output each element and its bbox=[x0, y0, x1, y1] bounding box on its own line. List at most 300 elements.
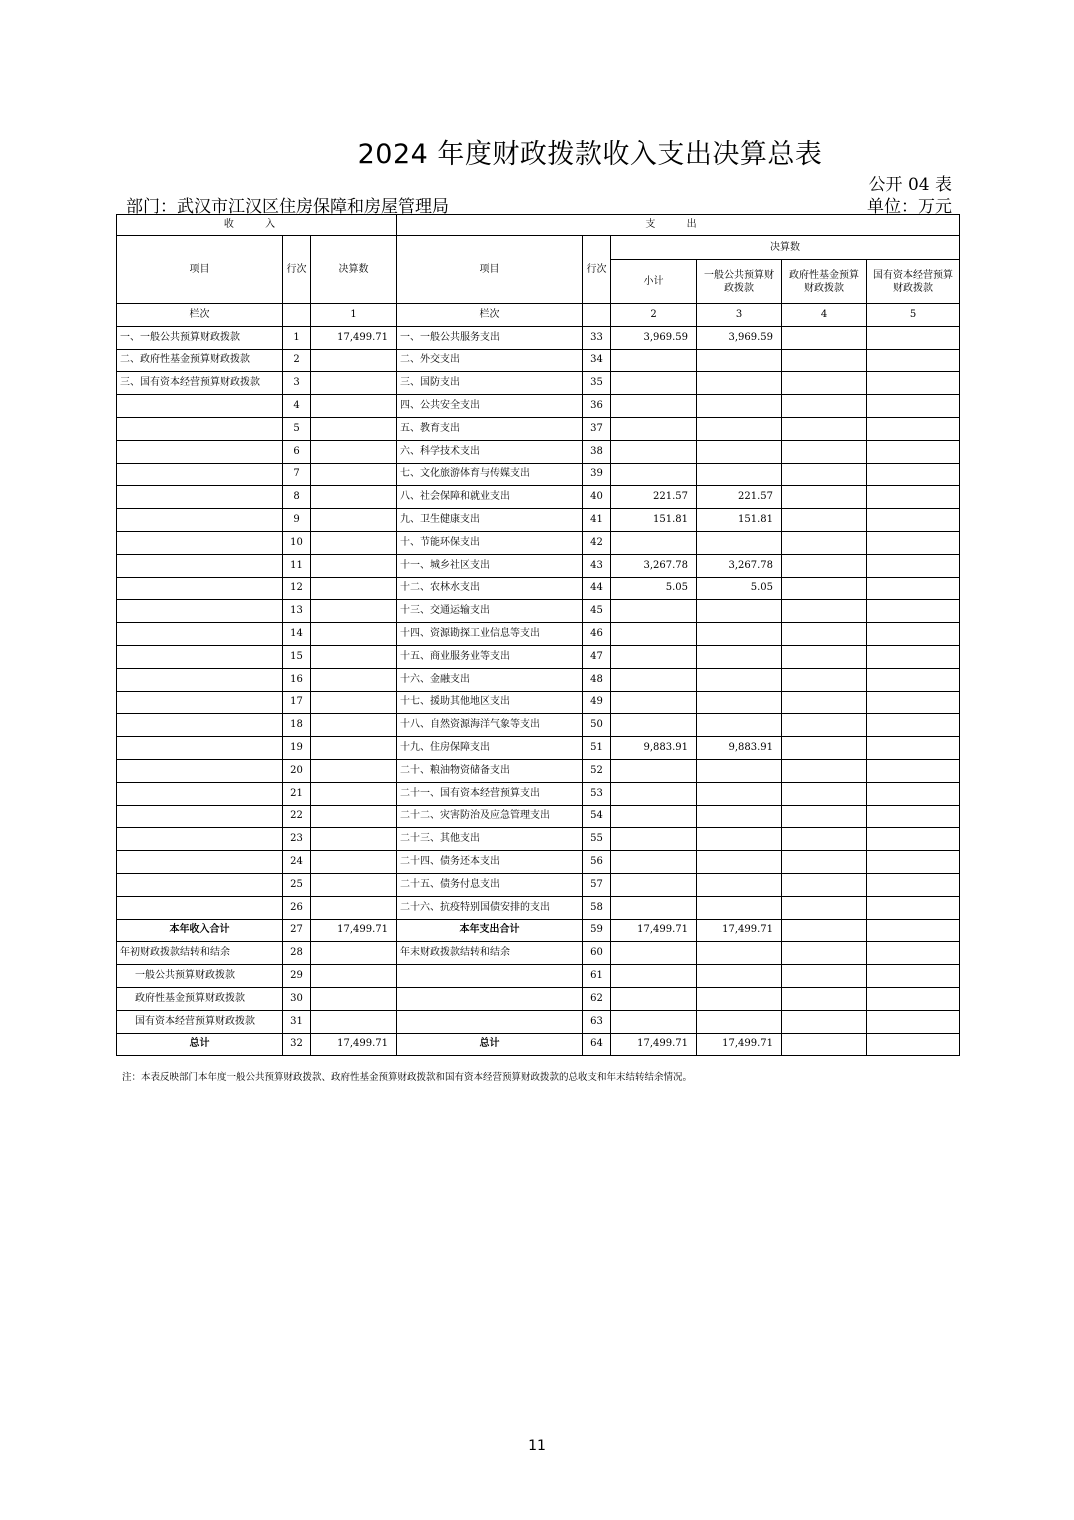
subtotal-cell: 151.81 bbox=[611, 509, 697, 532]
gov-fund-cell bbox=[782, 714, 867, 737]
general-budget-cell bbox=[697, 395, 782, 418]
expense-item-cell: 二十六、抗疫特别国债安排的支出 bbox=[397, 896, 583, 919]
income-row-no-cell: 11 bbox=[283, 554, 311, 577]
income-row-no-cell: 30 bbox=[283, 987, 311, 1010]
expense-item-cell bbox=[397, 965, 583, 988]
expense-row-no-cell: 53 bbox=[583, 782, 611, 805]
general-budget-cell bbox=[697, 691, 782, 714]
column-no-5: 5 bbox=[867, 304, 960, 327]
income-row-no-cell: 18 bbox=[283, 714, 311, 737]
table-row bbox=[117, 828, 960, 851]
income-item-cell bbox=[117, 395, 283, 418]
income-item-cell: 国有资本经营预算财政拨款 bbox=[117, 1010, 283, 1033]
income-amount-cell bbox=[311, 1010, 397, 1033]
income-header: 收 入 bbox=[117, 215, 397, 236]
income-item-cell: 一般公共预算财政拨款 bbox=[117, 965, 283, 988]
expense-item-cell: 二十三、其他支出 bbox=[397, 828, 583, 851]
income-item-cell bbox=[117, 623, 283, 646]
income-item-cell: 二、政府性基金预算财政拨款 bbox=[117, 349, 283, 372]
income-amount-cell bbox=[311, 828, 397, 851]
income-item-cell bbox=[117, 759, 283, 782]
expense-item-cell bbox=[397, 987, 583, 1010]
subtotal-cell bbox=[611, 531, 697, 554]
form-number: 公开 04 表 bbox=[868, 175, 952, 195]
column-no-blank bbox=[583, 304, 611, 327]
subtotal-cell: 17,499.71 bbox=[611, 1033, 697, 1056]
income-item-cell bbox=[117, 600, 283, 623]
general-budget-cell bbox=[697, 440, 782, 463]
expense-row-no-cell: 61 bbox=[583, 965, 611, 988]
state-capital-cell bbox=[867, 668, 960, 691]
income-amount-cell bbox=[311, 486, 397, 509]
income-amount-cell bbox=[311, 623, 397, 646]
expense-item-cell: 一、一般公共服务支出 bbox=[397, 326, 583, 349]
income-amount-cell bbox=[311, 509, 397, 532]
state-capital-cell bbox=[867, 987, 960, 1010]
income-item-cell bbox=[117, 463, 283, 486]
column-no-1: 1 bbox=[311, 304, 397, 327]
subtotal-cell bbox=[611, 417, 697, 440]
gov-fund-cell bbox=[782, 440, 867, 463]
gov-fund-cell bbox=[782, 531, 867, 554]
expense-item-cell: 十、节能环保支出 bbox=[397, 531, 583, 554]
gov-fund-cell bbox=[782, 737, 867, 760]
income-row-no-cell: 4 bbox=[283, 395, 311, 418]
income-row-no-cell: 9 bbox=[283, 509, 311, 532]
expense-item-cell: 九、卫生健康支出 bbox=[397, 509, 583, 532]
income-item-cell bbox=[117, 828, 283, 851]
expense-item-header: 项目 bbox=[397, 236, 583, 304]
general-budget-cell bbox=[697, 623, 782, 646]
gov-fund-cell bbox=[782, 873, 867, 896]
gov-fund-cell bbox=[782, 896, 867, 919]
state-capital-cell bbox=[867, 691, 960, 714]
subtotal-cell bbox=[611, 668, 697, 691]
income-amount-cell bbox=[311, 349, 397, 372]
gov-fund-cell bbox=[782, 828, 867, 851]
income-item-cell bbox=[117, 691, 283, 714]
state-capital-cell bbox=[867, 417, 960, 440]
income-row-no-cell: 25 bbox=[283, 873, 311, 896]
expense-row-no-cell: 39 bbox=[583, 463, 611, 486]
income-amount-cell bbox=[311, 395, 397, 418]
income-row-no-cell: 8 bbox=[283, 486, 311, 509]
income-row-no-cell: 20 bbox=[283, 759, 311, 782]
general-budget-cell bbox=[697, 805, 782, 828]
column-no-4: 4 bbox=[782, 304, 867, 327]
expense-row-no-cell: 64 bbox=[583, 1033, 611, 1056]
subtotal-cell: 5.05 bbox=[611, 577, 697, 600]
general-budget-cell bbox=[697, 987, 782, 1010]
general-budget-cell bbox=[697, 896, 782, 919]
state-capital-cell bbox=[867, 600, 960, 623]
income-amount-cell: 17,499.71 bbox=[311, 919, 397, 942]
expense-row-no-cell: 57 bbox=[583, 873, 611, 896]
unit-label: 单位：万元 bbox=[867, 197, 952, 217]
subtotal-cell: 221.57 bbox=[611, 486, 697, 509]
income-item-cell: 总计 bbox=[117, 1033, 283, 1056]
income-item-cell bbox=[117, 577, 283, 600]
expense-item-cell: 二十二、灾害防治及应急管理支出 bbox=[397, 805, 583, 828]
expense-item-cell: 二、外交支出 bbox=[397, 349, 583, 372]
table-row bbox=[117, 372, 960, 395]
income-amount-cell bbox=[311, 668, 397, 691]
subtotal-cell bbox=[611, 873, 697, 896]
general-budget-cell bbox=[697, 600, 782, 623]
income-row-no-cell: 5 bbox=[283, 417, 311, 440]
state-capital-cell bbox=[867, 1010, 960, 1033]
income-amount-cell bbox=[311, 577, 397, 600]
expense-row-no-cell: 45 bbox=[583, 600, 611, 623]
general-budget-cell bbox=[697, 759, 782, 782]
state-capital-cell bbox=[867, 486, 960, 509]
state-capital-cell bbox=[867, 509, 960, 532]
income-amount-cell bbox=[311, 737, 397, 760]
expense-row-no-cell: 62 bbox=[583, 987, 611, 1010]
income-amount-cell bbox=[311, 873, 397, 896]
gov-fund-cell bbox=[782, 759, 867, 782]
expense-row-no-cell: 49 bbox=[583, 691, 611, 714]
state-capital-cell bbox=[867, 851, 960, 874]
subtotal-cell: 3,267.78 bbox=[611, 554, 697, 577]
income-item-cell bbox=[117, 714, 283, 737]
state-capital-cell bbox=[867, 531, 960, 554]
gov-fund-cell bbox=[782, 417, 867, 440]
expense-row-no-cell: 36 bbox=[583, 395, 611, 418]
expense-row-no-cell: 58 bbox=[583, 896, 611, 919]
table-row bbox=[117, 668, 960, 691]
table-row bbox=[117, 531, 960, 554]
subtotal-cell bbox=[611, 828, 697, 851]
income-item-cell: 年初财政拨款结转和结余 bbox=[117, 942, 283, 965]
general-budget-cell bbox=[697, 828, 782, 851]
subtotal-cell bbox=[611, 440, 697, 463]
general-budget-cell: 221.57 bbox=[697, 486, 782, 509]
gov-fund-cell bbox=[782, 668, 867, 691]
state-capital-cell bbox=[867, 805, 960, 828]
header-row-sections bbox=[117, 215, 960, 236]
income-row-no-cell: 29 bbox=[283, 965, 311, 988]
state-capital-cell bbox=[867, 714, 960, 737]
income-row-no-header: 行次 bbox=[283, 236, 311, 304]
state-capital-cell bbox=[867, 828, 960, 851]
table-row bbox=[117, 919, 960, 942]
income-row-no-cell: 24 bbox=[283, 851, 311, 874]
income-item-cell bbox=[117, 486, 283, 509]
subtotal-cell: 3,969.59 bbox=[611, 326, 697, 349]
subtotal-cell bbox=[611, 714, 697, 737]
expense-item-cell: 十六、金融支出 bbox=[397, 668, 583, 691]
subtotal-header: 小计 bbox=[611, 260, 697, 304]
income-row-no-cell: 23 bbox=[283, 828, 311, 851]
income-row-no-cell: 26 bbox=[283, 896, 311, 919]
expense-row-no-cell: 41 bbox=[583, 509, 611, 532]
expense-item-cell: 二十四、债务还本支出 bbox=[397, 851, 583, 874]
gov-fund-cell bbox=[782, 349, 867, 372]
gov-fund-cell bbox=[782, 942, 867, 965]
table-row bbox=[117, 851, 960, 874]
state-capital-cell bbox=[867, 1033, 960, 1056]
expense-row-no-cell: 40 bbox=[583, 486, 611, 509]
general-budget-header: 一般公共预算财政拨款 bbox=[697, 260, 782, 304]
expense-row-no-cell: 52 bbox=[583, 759, 611, 782]
gov-fund-cell bbox=[782, 554, 867, 577]
income-row-no-cell: 12 bbox=[283, 577, 311, 600]
income-row-no-cell: 28 bbox=[283, 942, 311, 965]
income-row-no-cell: 16 bbox=[283, 668, 311, 691]
income-amount-cell bbox=[311, 600, 397, 623]
income-row-no-cell: 31 bbox=[283, 1010, 311, 1033]
gov-fund-cell bbox=[782, 782, 867, 805]
gov-fund-cell bbox=[782, 851, 867, 874]
table-row bbox=[117, 417, 960, 440]
expense-row-no-cell: 43 bbox=[583, 554, 611, 577]
expense-item-cell: 十二、农林水支出 bbox=[397, 577, 583, 600]
general-budget-cell bbox=[697, 372, 782, 395]
income-amount-cell bbox=[311, 440, 397, 463]
table-row bbox=[117, 349, 960, 372]
income-amount-cell: 17,499.71 bbox=[311, 1033, 397, 1056]
income-row-no-cell: 10 bbox=[283, 531, 311, 554]
state-capital-cell bbox=[867, 463, 960, 486]
income-item-cell bbox=[117, 440, 283, 463]
table-row bbox=[117, 873, 960, 896]
income-amount-cell bbox=[311, 463, 397, 486]
income-row-no-cell: 6 bbox=[283, 440, 311, 463]
expense-item-cell: 十五、商业服务业等支出 bbox=[397, 645, 583, 668]
table-row bbox=[117, 600, 960, 623]
state-capital-cell bbox=[867, 759, 960, 782]
expense-item-cell: 四、公共安全支出 bbox=[397, 395, 583, 418]
subtotal-cell: 9,883.91 bbox=[611, 737, 697, 760]
department-label: 部门：武汉市江汉区住房保障和房屋管理局 bbox=[126, 197, 449, 217]
state-capital-cell bbox=[867, 395, 960, 418]
income-amount-cell bbox=[311, 805, 397, 828]
gov-fund-cell bbox=[782, 987, 867, 1010]
subtotal-cell bbox=[611, 759, 697, 782]
state-capital-cell bbox=[867, 623, 960, 646]
income-amount-cell bbox=[311, 782, 397, 805]
final-amount-header: 决算数 bbox=[611, 236, 960, 260]
table-row bbox=[117, 577, 960, 600]
expense-row-no-cell: 54 bbox=[583, 805, 611, 828]
general-budget-cell: 5.05 bbox=[697, 577, 782, 600]
expense-row-no-cell: 44 bbox=[583, 577, 611, 600]
subtotal-cell bbox=[611, 851, 697, 874]
expense-row-no-cell: 47 bbox=[583, 645, 611, 668]
expense-row-no-cell: 46 bbox=[583, 623, 611, 646]
income-amount-cell bbox=[311, 987, 397, 1010]
gov-fund-cell bbox=[782, 965, 867, 988]
table-row bbox=[117, 691, 960, 714]
page-title: 2024 年度财政拨款收入支出决算总表 bbox=[357, 139, 823, 170]
gov-fund-cell bbox=[782, 805, 867, 828]
income-amount-cell bbox=[311, 531, 397, 554]
state-capital-cell bbox=[867, 965, 960, 988]
income-item-header: 项目 bbox=[117, 236, 283, 304]
general-budget-cell bbox=[697, 349, 782, 372]
expense-header: 支 出 bbox=[397, 215, 960, 236]
state-capital-cell bbox=[867, 873, 960, 896]
expense-row-no-cell: 37 bbox=[583, 417, 611, 440]
gov-fund-cell bbox=[782, 1033, 867, 1056]
table-row bbox=[117, 759, 960, 782]
state-capital-cell bbox=[867, 942, 960, 965]
subtotal-cell bbox=[611, 1010, 697, 1033]
income-amount-cell bbox=[311, 965, 397, 988]
table-row bbox=[117, 326, 960, 349]
general-budget-cell bbox=[697, 1010, 782, 1033]
income-amount-cell bbox=[311, 759, 397, 782]
income-row-no-cell: 14 bbox=[283, 623, 311, 646]
income-item-cell bbox=[117, 896, 283, 919]
subtotal-cell bbox=[611, 691, 697, 714]
income-row-no-cell: 17 bbox=[283, 691, 311, 714]
general-budget-cell bbox=[697, 965, 782, 988]
subtotal-cell bbox=[611, 987, 697, 1010]
expense-row-no-cell: 38 bbox=[583, 440, 611, 463]
table-row bbox=[117, 463, 960, 486]
gov-fund-cell bbox=[782, 486, 867, 509]
state-capital-header: 国有资本经营预算财政拨款 bbox=[867, 260, 960, 304]
expense-item-cell: 六、科学技术支出 bbox=[397, 440, 583, 463]
general-budget-cell: 3,267.78 bbox=[697, 554, 782, 577]
general-budget-cell bbox=[697, 463, 782, 486]
state-capital-cell bbox=[867, 349, 960, 372]
income-item-cell: 三、国有资本经营预算财政拨款 bbox=[117, 372, 283, 395]
income-row-no-cell: 15 bbox=[283, 645, 311, 668]
column-no-label: 栏次 bbox=[117, 304, 283, 327]
income-amount-cell bbox=[311, 714, 397, 737]
general-budget-cell: 151.81 bbox=[697, 509, 782, 532]
income-item-cell bbox=[117, 851, 283, 874]
subtotal-cell bbox=[611, 463, 697, 486]
expense-row-no-cell: 60 bbox=[583, 942, 611, 965]
table-row bbox=[117, 714, 960, 737]
expense-item-cell: 十三、交通运输支出 bbox=[397, 600, 583, 623]
income-item-cell bbox=[117, 554, 283, 577]
income-amount-cell bbox=[311, 896, 397, 919]
income-amount-cell bbox=[311, 417, 397, 440]
subtotal-cell bbox=[611, 600, 697, 623]
table-row bbox=[117, 395, 960, 418]
subtotal-cell bbox=[611, 372, 697, 395]
income-row-no-cell: 13 bbox=[283, 600, 311, 623]
general-budget-cell bbox=[697, 851, 782, 874]
expense-row-no-cell: 48 bbox=[583, 668, 611, 691]
state-capital-cell bbox=[867, 737, 960, 760]
table-row bbox=[117, 554, 960, 577]
state-capital-cell bbox=[867, 326, 960, 349]
gov-fund-cell bbox=[782, 691, 867, 714]
income-item-cell: 本年收入合计 bbox=[117, 919, 283, 942]
general-budget-cell bbox=[697, 417, 782, 440]
expense-row-no-cell: 50 bbox=[583, 714, 611, 737]
gov-fund-cell bbox=[782, 372, 867, 395]
expense-row-no-header: 行次 bbox=[583, 236, 611, 304]
gov-fund-header: 政府性基金预算财政拨款 bbox=[782, 260, 867, 304]
general-budget-cell bbox=[697, 645, 782, 668]
income-row-no-cell: 2 bbox=[283, 349, 311, 372]
income-amount-cell: 17,499.71 bbox=[311, 326, 397, 349]
general-budget-cell bbox=[697, 873, 782, 896]
expense-item-cell: 八、社会保障和就业支出 bbox=[397, 486, 583, 509]
state-capital-cell bbox=[867, 919, 960, 942]
subtotal-cell bbox=[611, 805, 697, 828]
income-row-no-cell: 19 bbox=[283, 737, 311, 760]
income-item-cell bbox=[117, 531, 283, 554]
expense-item-cell: 十一、城乡社区支出 bbox=[397, 554, 583, 577]
gov-fund-cell bbox=[782, 395, 867, 418]
income-row-no-cell: 22 bbox=[283, 805, 311, 828]
table-row bbox=[117, 896, 960, 919]
expense-item-cell: 三、国防支出 bbox=[397, 372, 583, 395]
state-capital-cell bbox=[867, 645, 960, 668]
table-row bbox=[117, 782, 960, 805]
gov-fund-cell bbox=[782, 326, 867, 349]
gov-fund-cell bbox=[782, 645, 867, 668]
subtotal-cell bbox=[611, 395, 697, 418]
income-row-no-cell: 32 bbox=[283, 1033, 311, 1056]
subtotal-cell bbox=[611, 349, 697, 372]
column-no-blank bbox=[283, 304, 311, 327]
expense-item-cell: 十七、援助其他地区支出 bbox=[397, 691, 583, 714]
expense-row-no-cell: 35 bbox=[583, 372, 611, 395]
income-item-cell bbox=[117, 805, 283, 828]
expense-item-cell: 总计 bbox=[397, 1033, 583, 1056]
income-item-cell: 政府性基金预算财政拨款 bbox=[117, 987, 283, 1010]
expense-row-no-cell: 63 bbox=[583, 1010, 611, 1033]
state-capital-cell bbox=[867, 782, 960, 805]
income-item-cell bbox=[117, 417, 283, 440]
income-row-no-cell: 27 bbox=[283, 919, 311, 942]
subtotal-cell bbox=[611, 782, 697, 805]
state-capital-cell bbox=[867, 372, 960, 395]
income-item-cell bbox=[117, 873, 283, 896]
expense-row-no-cell: 51 bbox=[583, 737, 611, 760]
general-budget-cell bbox=[697, 782, 782, 805]
table-row bbox=[117, 623, 960, 646]
general-budget-cell bbox=[697, 668, 782, 691]
income-item-cell bbox=[117, 782, 283, 805]
expense-row-no-cell: 55 bbox=[583, 828, 611, 851]
general-budget-cell: 3,969.59 bbox=[697, 326, 782, 349]
page-number: 11 bbox=[528, 1438, 546, 1454]
table-row bbox=[117, 486, 960, 509]
income-amount-cell bbox=[311, 372, 397, 395]
income-amount-cell bbox=[311, 554, 397, 577]
gov-fund-cell bbox=[782, 600, 867, 623]
expense-item-cell: 十八、自然资源海洋气象等支出 bbox=[397, 714, 583, 737]
footnote: 注：本表反映部门本年度一般公共预算财政拨款、政府性基金预算财政拨款和国有资本经营预算财政拨款的总收支和年末结转结余情况。 bbox=[122, 1072, 693, 1083]
expense-item-cell: 十四、资源勘探工业信息等支出 bbox=[397, 623, 583, 646]
subtotal-cell bbox=[611, 896, 697, 919]
gov-fund-cell bbox=[782, 1010, 867, 1033]
subtotal-cell bbox=[611, 965, 697, 988]
income-item-cell: 一、一般公共预算财政拨款 bbox=[117, 326, 283, 349]
table-row bbox=[117, 987, 960, 1010]
expense-item-cell: 二十、粮油物资储备支出 bbox=[397, 759, 583, 782]
income-row-no-cell: 3 bbox=[283, 372, 311, 395]
budget-table bbox=[116, 214, 960, 1056]
expense-item-cell: 二十一、国有资本经营预算支出 bbox=[397, 782, 583, 805]
column-no-label: 栏次 bbox=[397, 304, 583, 327]
income-item-cell bbox=[117, 668, 283, 691]
expense-item-cell: 年末财政拨款结转和结余 bbox=[397, 942, 583, 965]
gov-fund-cell bbox=[782, 509, 867, 532]
income-row-no-cell: 7 bbox=[283, 463, 311, 486]
income-amount-cell bbox=[311, 942, 397, 965]
